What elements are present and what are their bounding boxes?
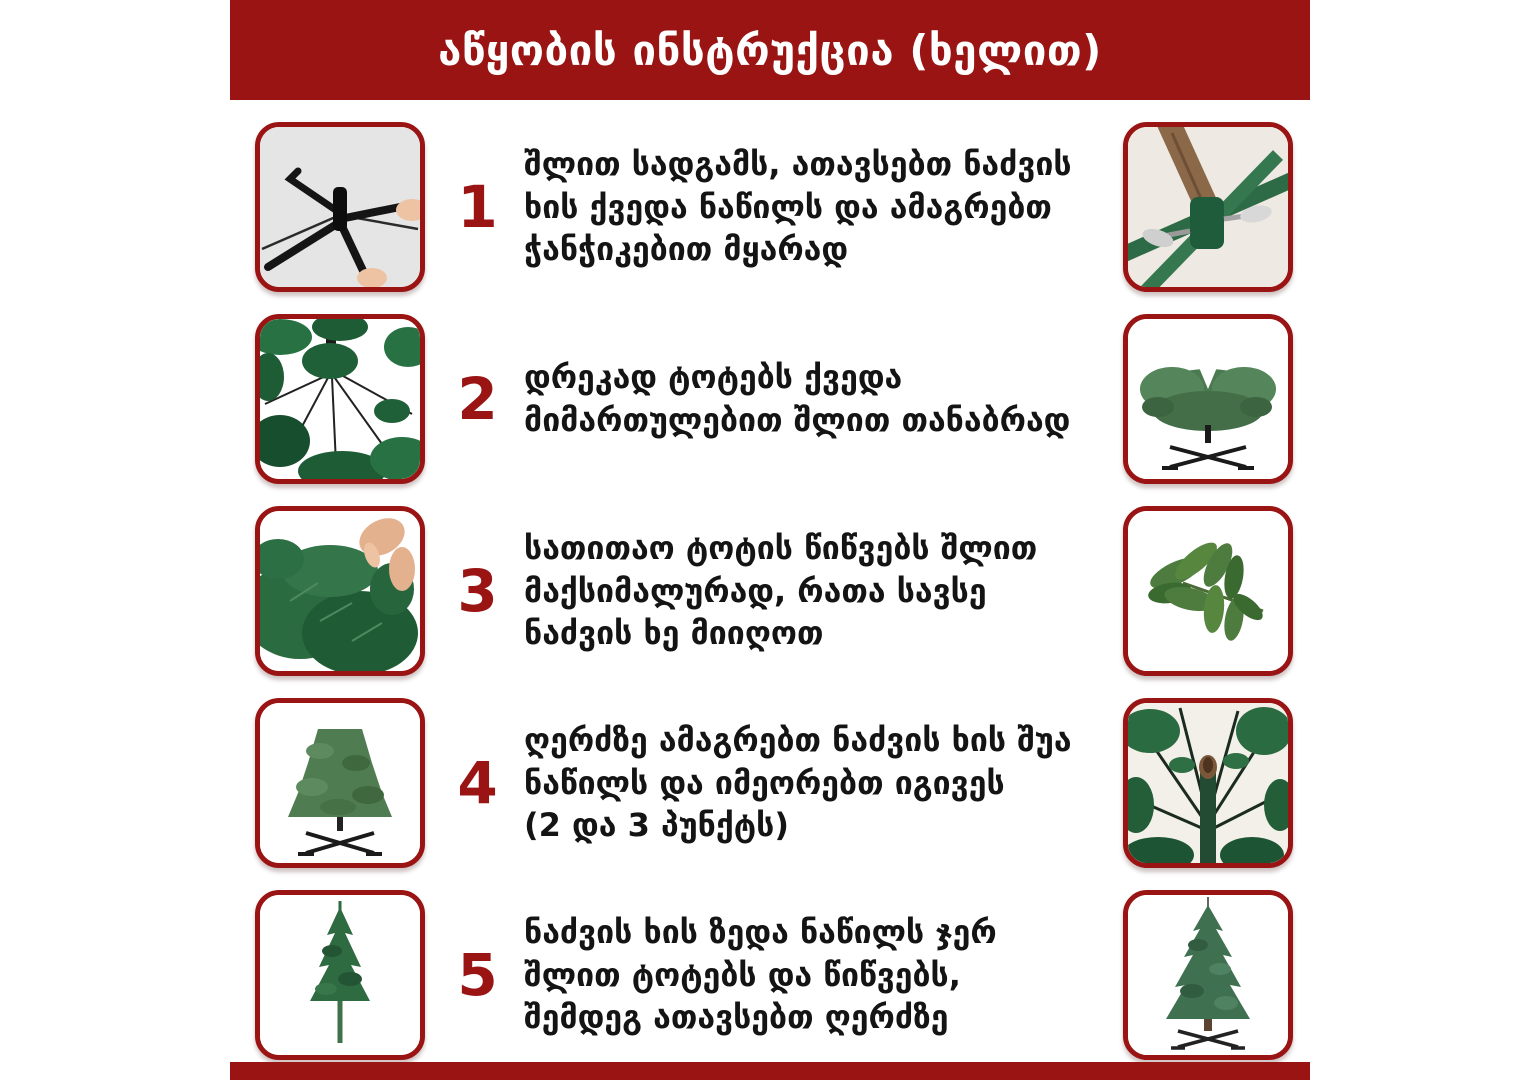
step-2-number: 2	[457, 365, 498, 433]
step-row-3	[230, 506, 1310, 676]
step-2-text-line: დრეკად ტოტებს ქვედა	[524, 358, 903, 397]
step-3-left-photo-frame	[255, 506, 425, 676]
step-2-left-photo-frame	[255, 314, 425, 484]
step-1-number: 1	[457, 172, 498, 241]
step-3-number: 3	[457, 556, 498, 625]
step-4-text	[524, 719, 1072, 847]
branches-spread-radially-closeup-photo	[260, 319, 420, 479]
step-5-left-photo-frame	[255, 890, 425, 1060]
step-5-right-photo-frame	[1123, 890, 1293, 1060]
step-1-text-line: შლით სადგამს, ათავსებთ ნაძვის	[524, 145, 1072, 184]
green-stand-wing-bolts-trunk-closeup-photo	[1128, 127, 1288, 287]
step-5-text-line: ნაძვის ხის ზედა ნაწილს ჯერ	[524, 913, 997, 952]
fully-assembled-tree-on-stand-photo	[1128, 895, 1288, 1055]
step-4-right-photo-frame	[1123, 698, 1293, 868]
middle-section-trunk-branches-closeup-photo	[1128, 703, 1288, 863]
step-row-5	[230, 890, 1310, 1060]
step-3-right-photo-frame	[1123, 506, 1293, 676]
step-4-text-line: ღერძზე ამაგრებთ ნაძვის ხის შუა	[524, 721, 1072, 760]
tree-top-section-photo	[260, 895, 420, 1055]
step-2-text	[524, 356, 1070, 441]
instruction-sheet	[230, 0, 1310, 1080]
single-branch-spread-needles-photo	[1128, 511, 1288, 671]
page-title: აწყობის ინსტრუქცია (ხელით)	[438, 25, 1102, 75]
black-tree-stand-unfolding-hands-photo	[260, 127, 420, 287]
step-4-left-photo-frame	[255, 698, 425, 868]
step-4-text-line: (2 და 3 პუნქტს)	[524, 806, 789, 845]
step-3-text	[524, 527, 1037, 655]
step-row-4	[230, 698, 1310, 868]
step-1-left-photo-frame	[255, 122, 425, 292]
step-1-text-line: ხის ქვედა ნაწილს და ამაგრებთ	[524, 187, 1052, 226]
step-row-2	[230, 314, 1310, 484]
bottom-tier-branches-on-stand-photo	[1128, 319, 1288, 479]
step-3-text-line: სათითაო ტოტის წიწვებს შლით	[524, 529, 1038, 568]
step-1-right-photo-frame	[1123, 122, 1293, 292]
step-1-body	[425, 143, 1072, 271]
step-2-right-photo-frame	[1123, 314, 1293, 484]
step-5-text-line: შლით ტოტებს და წიწვებს,	[524, 955, 961, 994]
step-5-number: 5	[457, 940, 498, 1009]
step-1-text-line: ჭანჭიკებით მყარად	[524, 230, 849, 269]
step-5-text-line: შემდეგ ათავსებთ ღერძზე	[524, 998, 949, 1037]
footer-bar	[230, 1062, 1310, 1080]
step-5-body	[425, 911, 997, 1039]
step-3-body	[425, 527, 1037, 655]
hands-fluffing-branch-needles-photo	[260, 511, 420, 671]
step-1-text	[524, 143, 1072, 271]
step-row-1	[230, 122, 1310, 292]
step-2-text-line: მიმართულებით შლით თანაბრად	[524, 401, 1071, 439]
step-5-text	[524, 911, 997, 1039]
step-3-text-line: ნაძვის ხე მიიღოთ	[524, 614, 824, 653]
header-bar	[230, 0, 1310, 100]
steps-list	[230, 100, 1310, 1062]
step-4-text-line: ნაწილს და იმეორებთ იგივეს	[524, 763, 1005, 802]
step-2-body	[425, 356, 1070, 441]
half-assembled-tree-on-stand-photo	[260, 703, 420, 863]
step-3-text-line: მაქსიმალურად, რათა სავსე	[524, 571, 987, 610]
step-4-number: 4	[457, 748, 498, 817]
step-4-body	[425, 719, 1072, 847]
